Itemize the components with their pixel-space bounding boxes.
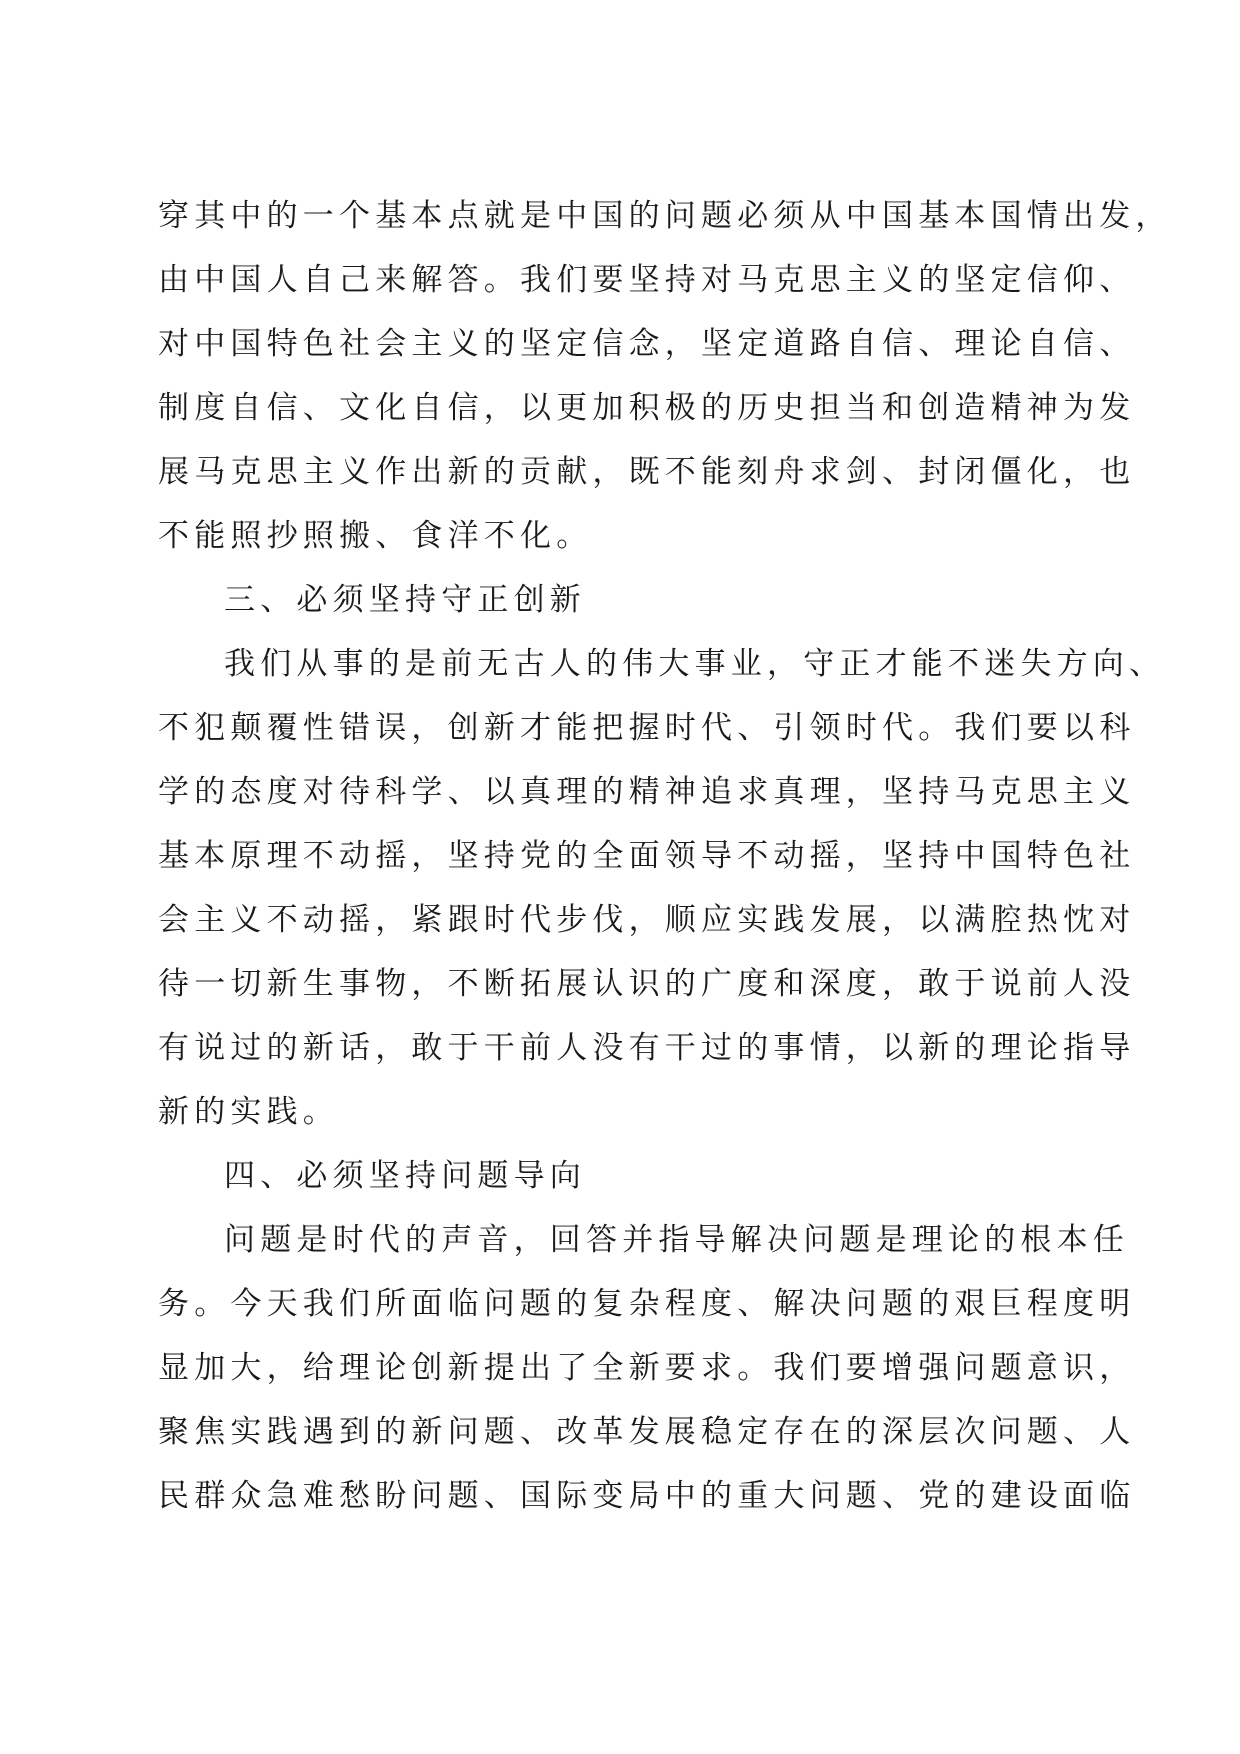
body-text-line: 问题是时代的声音，回答并指导解决问题是理论的根本任 [224,1222,1129,1258]
body-text-line: 展马克思主义作出新的贡献，既不能刻舟求剑、封闭僵化，也 [158,454,1136,490]
body-text-line: 制度自信、文化自信，以更加积极的历史担当和创造精神为发 [158,390,1136,426]
body-text-line: 学的态度对待科学、以真理的精神追求真理，坚持马克思主义 [158,774,1136,810]
body-text-line: 务。今天我们所面临问题的复杂程度、解决问题的艰巨程度明 [158,1286,1136,1322]
body-text-line: 不能照抄照搬、食洋不化。 [158,518,593,554]
document-body [158,184,1172,1528]
body-text-line: 会主义不动摇，紧跟时代步伐，顺应实践发展，以满腔热忱对 [158,902,1136,938]
section-heading-3: 三、必须坚持守正创新 [224,582,586,618]
body-text-line: 不犯颠覆性错误，创新才能把握时代、引领时代。我们要以科 [158,710,1136,746]
section-heading-4: 四、必须坚持问题导向 [224,1158,586,1194]
body-text-line: 新的实践。 [158,1094,339,1130]
body-text-line: 显加大，给理论创新提出了全新要求。我们要增强问题意识， [158,1350,1136,1386]
body-text-line: 民群众急难愁盼问题、国际变局中的重大问题、党的建设面临 [158,1478,1136,1514]
body-text-line: 聚焦实践遇到的新问题、改革发展稳定存在的深层次问题、人 [158,1414,1136,1450]
body-text-line: 对中国特色社会主义的坚定信念，坚定道路自信、理论自信、 [158,326,1136,362]
body-text-line: 我们从事的是前无古人的伟大事业，守正才能不迷失方向、 [224,646,1166,682]
body-text-line: 待一切新生事物，不断拓展认识的广度和深度，敢于说前人没 [158,966,1136,1002]
body-text-line: 基本原理不动摇，坚持党的全面领导不动摇，坚持中国特色社 [158,838,1136,874]
body-text-line: 有说过的新话，敢于干前人没有干过的事情，以新的理论指导 [158,1030,1136,1066]
body-text-line: 穿其中的一个基本点就是中国的问题必须从中国基本国情出发， [158,198,1172,234]
body-text-line: 由中国人自己来解答。我们要坚持对马克思主义的坚定信仰、 [158,262,1136,298]
